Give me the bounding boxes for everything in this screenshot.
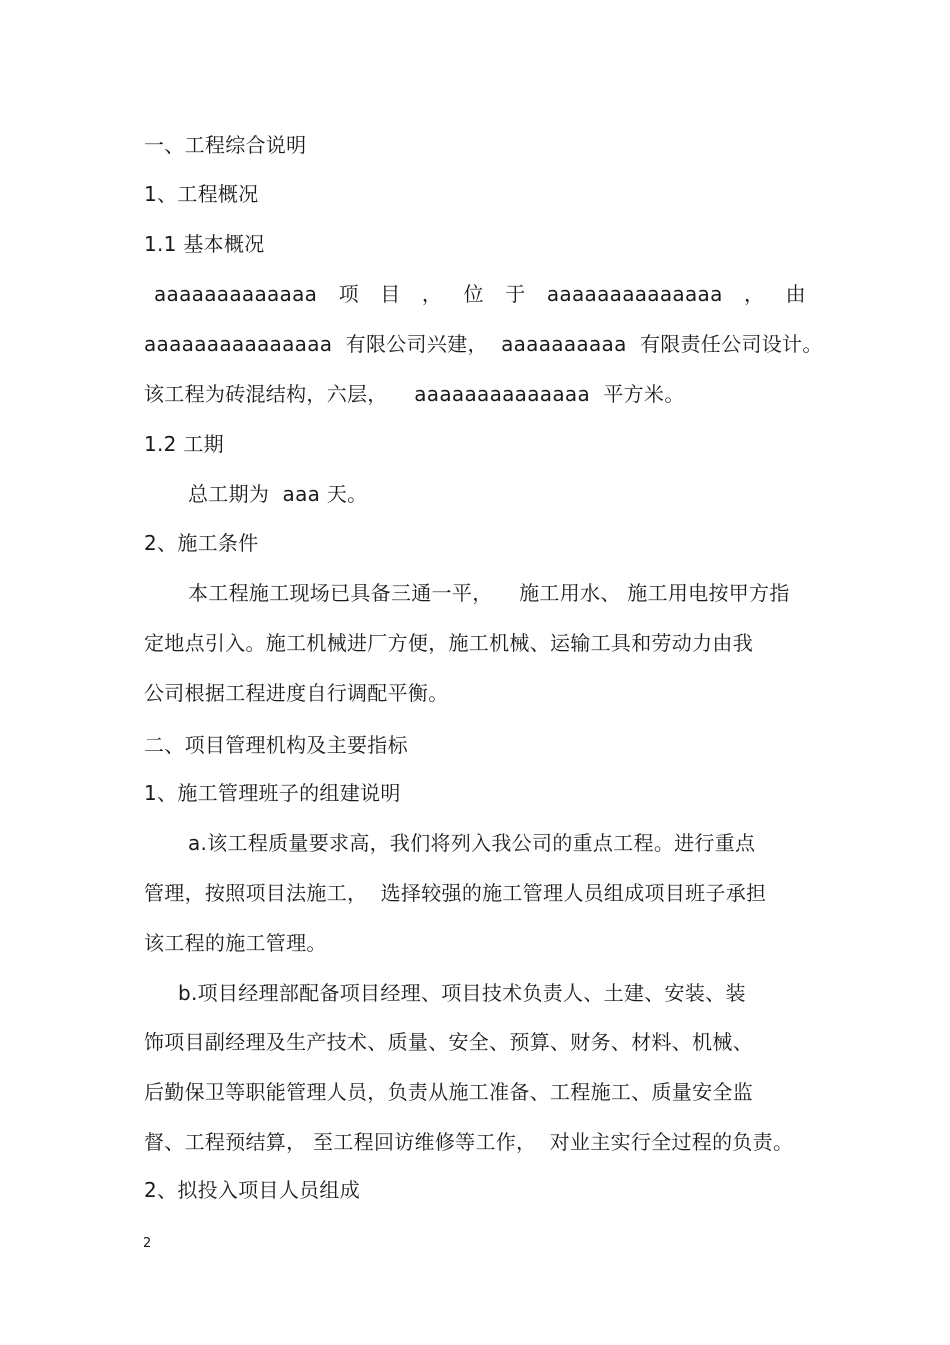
paragraph-line-justified [154, 281, 806, 307]
paragraph-line: 定地点引入。施工机械进厂方便，施工机械、运输工具和劳动力由我 [144, 631, 753, 655]
subsection-heading-2-1: 1、施工管理班子的组建说明 [144, 781, 401, 805]
subsection-heading-1: 1、工程概况 [144, 182, 259, 206]
paragraph-line: 该工程的施工管理。 [144, 931, 327, 955]
text-fragment: aaaaaaaaaaaaa [154, 282, 318, 306]
subsection-heading-2-2: 2、拟投入项目人员组成 [144, 1178, 361, 1202]
paragraph-line: 总工期为 aaa 天。 [188, 482, 368, 506]
paragraph-line: 公司根据工程进度自行调配平衡。 [144, 681, 449, 705]
text-fragment: 由 [785, 282, 806, 306]
paragraph-line: 饰项目副经理及生产技术、质量、安全、预算、财务、材料、机械、 [144, 1030, 753, 1054]
subsection-heading-1-1: 1.1 基本概况 [144, 232, 265, 256]
text-fragment: ， [744, 282, 765, 306]
paragraph-line: 后勤保卫等职能管理人员，负责从施工准备、工程施工、质量安全监 [144, 1080, 753, 1104]
paragraph-line: 本工程施工现场已具备三通一平， 施工用水、 施工用电按甲方指 [188, 581, 790, 605]
subsection-heading-2: 2、施工条件 [144, 531, 259, 555]
paragraph-line: a.该工程质量要求高，我们将列入我公司的重点工程。进行重点 [188, 831, 756, 855]
section-heading-1: 一、工程综合说明 [144, 133, 307, 157]
paragraph-line: 督、工程预结算， 至工程回访维修等工作， 对业主实行全过程的负责。 [144, 1130, 794, 1154]
page-number: 2 [143, 1236, 152, 1251]
text-fragment: 目 [380, 282, 401, 306]
text-fragment: 位 [463, 282, 484, 306]
paragraph-line: 管理，按照项目法施工， 选择较强的施工管理人员组成项目班子承担 [144, 881, 767, 905]
text-fragment: aaaaaaaaaaaaaa [546, 282, 723, 306]
text-fragment: 于 [505, 282, 526, 306]
paragraph-line: aaaaaaaaaaaaaaa 有限公司兴建， aaaaaaaaaa 有限责任公司设计。 [144, 332, 823, 356]
paragraph-line: b.项目经理部配备项目经理、项目技术负责人、土建、安装、装 [178, 981, 746, 1005]
paragraph-line: 该工程为砖混结构，六层， aaaaaaaaaaaaaa 平方米。 [144, 382, 685, 406]
text-fragment: 项 [338, 282, 359, 306]
subsection-heading-1-2: 1.2 工期 [144, 432, 224, 456]
section-heading-2: 二、项目管理机构及主要指标 [144, 733, 408, 757]
text-fragment: ， [421, 282, 443, 306]
